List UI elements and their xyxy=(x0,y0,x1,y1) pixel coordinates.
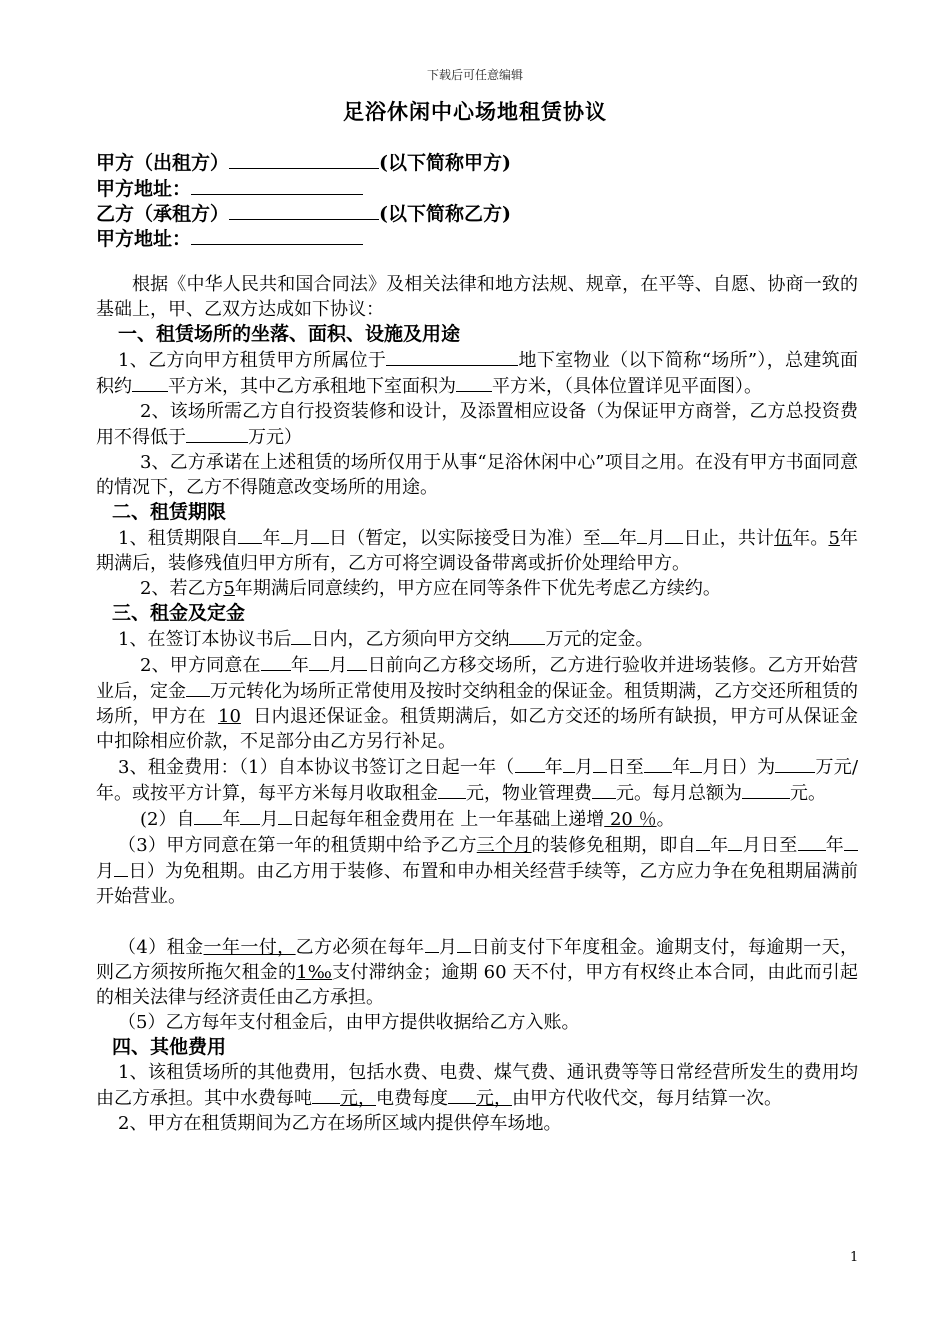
clause-text: 月 xyxy=(292,528,311,549)
clause-text: 。 xyxy=(656,809,675,830)
section-4-heading: 四、其他费用 xyxy=(112,1036,227,1058)
clause-text: 月 xyxy=(702,757,721,778)
clause-text: 年 xyxy=(222,809,241,830)
clause-text: 月 xyxy=(260,809,279,830)
blank-line xyxy=(132,373,168,392)
blank-line xyxy=(637,525,647,544)
clause-text: 日内，乙方须向甲方交纳 xyxy=(311,629,510,650)
blank-line xyxy=(386,347,518,366)
clause-text: 年 xyxy=(709,835,729,856)
blank-line xyxy=(775,754,815,773)
blank-line xyxy=(425,934,439,953)
blank-line xyxy=(515,754,545,773)
blank-line xyxy=(844,832,858,851)
blank-line xyxy=(186,424,248,443)
clause-text: 月 xyxy=(438,937,458,958)
clause-text: 1、租赁期限自 xyxy=(118,528,239,549)
blank-line xyxy=(281,525,293,544)
blank-line xyxy=(312,1085,340,1104)
clause-4-2: 2、甲方在租赁期间为乙方在场所区域内提供停车场地。 xyxy=(118,1113,562,1134)
clause-text: 日）为免租期。由乙方用于装修、布置和申办相关经营手续等，乙方应力争在免租期届满前开始营业。 xyxy=(96,861,859,907)
party-b-label: 乙方（承租方） xyxy=(96,203,230,225)
party-b-line xyxy=(96,199,511,227)
clause-text: 1、乙方向甲方租赁甲方所属位于 xyxy=(118,350,387,371)
blank-line xyxy=(593,754,607,773)
blank-line xyxy=(448,1085,476,1104)
blank-line xyxy=(311,525,329,544)
party-b-address-line xyxy=(96,224,363,252)
clause-3-3-3 xyxy=(96,832,858,909)
clause-1-2 xyxy=(96,399,858,450)
clause-text: (2）自 xyxy=(140,809,195,830)
clause-text: 元。每月总额为 xyxy=(616,783,742,804)
clause-text: 元。 xyxy=(790,783,826,804)
agreement-body xyxy=(96,272,858,1136)
blank-line xyxy=(563,754,575,773)
clause-text: 地下室物业（以下简称“场所”），总建筑面积约 xyxy=(96,350,859,397)
clause-text: 2、该场所需乙方自行投资装修和设计，及添置相应设备（为保证甲方商誉，乙方总投资费用不得低于 xyxy=(96,401,858,448)
clause-2-1 xyxy=(96,525,858,576)
blank-line xyxy=(261,652,291,671)
blank-line xyxy=(728,832,742,851)
electricity-fee-unit: 元， xyxy=(476,1088,512,1109)
section-2-heading: 二、租赁期限 xyxy=(112,501,227,523)
clause-text: 年 xyxy=(618,528,638,549)
clause-2-2 xyxy=(96,576,858,601)
clause-3-3 xyxy=(96,754,858,806)
clause-text: 年 xyxy=(290,655,310,676)
party-a-line xyxy=(96,148,511,176)
lease-years-number: 5 xyxy=(828,528,840,549)
clause-1-1 xyxy=(96,347,858,399)
party-a-address-label: 甲方地址： xyxy=(96,178,192,200)
clause-text: 日止，共计 xyxy=(683,528,775,549)
clause-text: 3、租金费用：（1）自本协议书签订之日起一年（ xyxy=(118,757,515,778)
water-fee-unit: 元， xyxy=(340,1088,376,1109)
clause-text: 年 xyxy=(544,757,563,778)
blank-line xyxy=(240,806,260,825)
party-a-blank xyxy=(229,148,379,169)
clause-text: 年 xyxy=(262,528,281,549)
clause-text: 由甲方代收代交，每月结算一次。 xyxy=(512,1088,782,1109)
lease-years-filled: 伍 xyxy=(774,528,793,549)
clause-1-3: 3、乙方承诺在上述租赁的场所仅用于从事“足浴休闲中心”项目之用。在没有甲方书面同意的情况下，乙方不得随意改变场所的用途。 xyxy=(96,452,858,498)
clause-text: 月 xyxy=(329,655,348,676)
blank-line xyxy=(238,525,262,544)
refund-days: 10 xyxy=(218,706,241,727)
blank-line xyxy=(644,754,672,773)
clause-4-1 xyxy=(96,1060,858,1111)
renewal-years: 5 xyxy=(223,578,235,599)
clause-text: 2、甲方同意在 xyxy=(140,655,261,676)
clause-3-1 xyxy=(96,626,858,652)
clause-text: 月 xyxy=(574,757,594,778)
section-1-heading: 一、租赁场所的坐落、面积、设施及用途 xyxy=(118,323,461,345)
document-title: 足浴休闲中心场地租赁协议 xyxy=(343,99,607,124)
payment-frequency: 一年一付， xyxy=(203,937,296,958)
party-b-suffix: (以下简称乙方) xyxy=(379,203,511,225)
blank-line xyxy=(798,832,826,851)
clause-3-3-2 xyxy=(96,806,858,832)
party-a-label: 甲方（出租方） xyxy=(96,152,230,174)
clause-text: 年期满后同意续约，甲方应在同等条件下优先考虑乙方续约。 xyxy=(234,578,721,599)
blank-line xyxy=(665,525,683,544)
blank-line xyxy=(114,858,128,877)
clause-text: 年。 xyxy=(792,528,829,549)
clause-text: 元，物业管理费 xyxy=(466,783,592,804)
party-a-address-line xyxy=(96,174,363,202)
blank-line xyxy=(194,806,222,825)
clause-3-2 xyxy=(96,652,858,754)
blank-paragraph xyxy=(96,909,858,934)
header-note: 下载后可任意编辑 xyxy=(426,68,523,82)
blank-line xyxy=(696,832,710,851)
clause-text: 日至 xyxy=(607,757,644,778)
clause-text: 年 xyxy=(825,835,845,856)
clause-text: 年 xyxy=(671,757,691,778)
clause-text: 日内退还保证金。租赁期满后，如乙方交还的场所有缺损，甲方可从保证金中扣除相应价款，不足部分由乙方另行补足。 xyxy=(96,706,858,752)
clause-text: 万元的定金。 xyxy=(545,629,654,650)
blank-line xyxy=(278,806,292,825)
blank-line xyxy=(742,780,790,799)
blank-line xyxy=(309,652,329,671)
clause-text: 支付滞纳金；逾期 60 天不付，甲方有权终止本合同，由此而引起的相关法律与经济责任由乙方承担。 xyxy=(96,962,858,1008)
clause-text: 月 xyxy=(96,861,115,882)
clause-text: 万元/年。或按平方计算，每平方米每月收取租金 xyxy=(96,757,859,804)
page-number: 1 xyxy=(850,1250,859,1265)
party-b-address-label: 甲方地址： xyxy=(96,228,192,250)
party-b-blank xyxy=(229,199,379,220)
clause-text: 平方米，其中乙方承租地下室面积为 xyxy=(168,376,456,397)
section-3-heading: 三、租金及定金 xyxy=(112,602,246,624)
rent-free-period: 三个月 xyxy=(476,835,532,856)
clause-text: 日前向乙方移交场所，乙方进行验收并进场装修。乙方开始营业后，定金 xyxy=(96,655,859,702)
increase-rate: 20 ％ xyxy=(604,809,657,830)
blank-line xyxy=(509,626,545,645)
clause-3-3-4 xyxy=(96,934,858,1010)
blank-line xyxy=(592,780,616,799)
clause-text: 电费每度 xyxy=(376,1088,448,1109)
party-a-address-blank xyxy=(191,174,363,195)
blank-line xyxy=(291,626,311,645)
blank-line xyxy=(456,373,492,392)
intro-paragraph: 根据《中华人民共和国合同法》及相关法律和地方法规、规章，在平等、自愿、协商一致的基础上，甲、乙双方达成如下协议： xyxy=(96,274,858,320)
clause-text: 乙方必须在每年 xyxy=(295,937,425,958)
clause-text: 日前支付下年度租金。逾期支付，每逾期一天，则乙方须按所拖欠租金的 xyxy=(96,937,859,983)
clause-text: 1、在签订本协议书后 xyxy=(118,629,292,650)
clause-text: 平方米，（具体位置详见平面图）。 xyxy=(492,376,762,397)
clause-text: 2、若乙方 xyxy=(140,578,224,599)
blank-line xyxy=(690,754,702,773)
clause-text: 日起每年租金费用在 上一年基础上递增 xyxy=(292,809,605,830)
clause-text: 万元转化为场所正常使用及按时交纳租金的保证金。租赁期满，乙方交还所租赁的场所，甲方在 xyxy=(96,681,858,727)
blank-line xyxy=(347,652,367,671)
blank-line xyxy=(457,934,471,953)
clause-text: 的装修免租期，即自 xyxy=(531,835,696,856)
clause-text: 月 xyxy=(647,528,666,549)
clause-text: 日（暂定，以实际接受日为准）至 xyxy=(328,528,601,549)
clause-text: 日至 xyxy=(760,835,798,856)
clause-text: 年期满后，装修残值归甲方所有，乙方可将空调设备带离或折价处理给甲方。 xyxy=(96,528,859,574)
party-b-address-blank xyxy=(191,224,363,245)
party-a-suffix: (以下简称甲方) xyxy=(379,152,511,174)
clause-text: 日）为 xyxy=(720,757,776,778)
clause-text: （4）租金 xyxy=(118,937,204,958)
blank-line xyxy=(186,678,210,697)
clause-text: 月 xyxy=(742,835,761,856)
clause-3-3-5: （5）乙方每年支付租金后，由甲方提供收据给乙方入账。 xyxy=(118,1012,580,1033)
blank-line xyxy=(601,525,619,544)
late-fee-rate: 1‰ xyxy=(296,962,333,983)
clause-text: 1、该租赁场所的其他费用，包括水费、电费、煤气费、通讯费等等日常经营所发生的费用均由乙方承担。其中水费每吨 xyxy=(96,1062,858,1109)
clause-text: （3）甲方同意在第一年的租赁期中给予乙方 xyxy=(118,835,477,856)
blank-line xyxy=(438,780,466,799)
clause-text: 万元） xyxy=(248,427,302,448)
